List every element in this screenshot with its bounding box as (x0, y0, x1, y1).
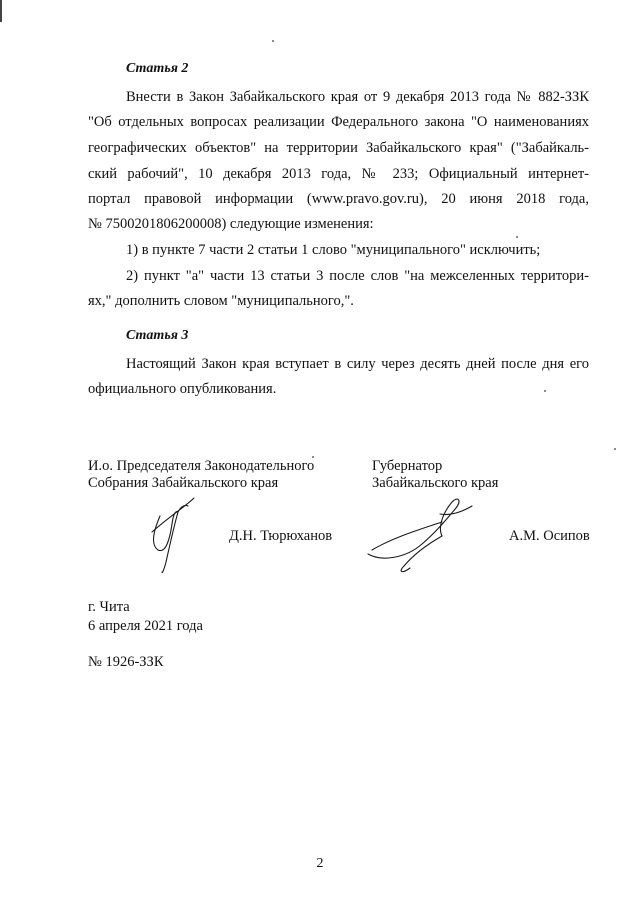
article-2-line: Внести в Закон Забайкальского края от 9 декабря 2013 года № 882-ЗЗК (126, 89, 589, 105)
article-3-line: официального опубликования. (88, 381, 277, 397)
left-signatory-name: Д.Н. Тюрюханов (229, 528, 333, 544)
scan-speck (272, 40, 274, 42)
amendment-item-2-continuation: ях," дополнить словом "муниципального,". (88, 293, 354, 309)
left-signatory-title: Собрания Забайкальского края (88, 475, 279, 491)
scan-speck (544, 390, 546, 392)
signing-city: г. Чита (88, 599, 130, 615)
article-2-line: географических объектов" на территории Забайкальского края" ("Забайкаль- (88, 140, 589, 156)
left-signature-image (140, 486, 216, 578)
article-2-heading: Статья 2 (126, 61, 189, 76)
article-2-line: № 7500201806200008) следующие изменения: (88, 216, 374, 232)
right-signatory-name: А.М. Осипов (509, 528, 590, 544)
amendment-item-1: 1) в пункте 7 части 2 статьи 1 слово "муниципального" исключить; (126, 242, 541, 258)
amendment-item-2: 2) пункт "а" части 13 статьи 3 после слов "на межселенных территори- (126, 268, 589, 284)
right-signature-image (362, 492, 478, 576)
page-number: 2 (316, 856, 324, 871)
law-number: № 1926-ЗЗК (88, 654, 164, 670)
article-2-line: портал правовой информации (www.pravo.gov.ru), 20 июня 2018 года, (88, 191, 589, 207)
article-3-heading: Статья 3 (126, 328, 189, 343)
article-3-line: Настоящий Закон края вступает в силу через десять дней после дня его (126, 356, 589, 372)
signing-date: 6 апреля 2021 года (88, 618, 203, 634)
scan-speck (516, 236, 518, 238)
page-edge-mark (0, 0, 2, 22)
right-signatory-title: Забайкальского края (372, 475, 499, 491)
left-signatory-title: И.о. Председателя Законодательного (88, 458, 315, 474)
article-2-line: ский рабочий", 10 декабря 2013 года, № 233; Официальный интернет- (88, 166, 589, 182)
right-signatory-title: Губернатор (372, 458, 443, 474)
scan-speck (614, 448, 616, 450)
article-2-line: "Об отдельных вопросах реализации Федерального закона "О наименованиях (88, 114, 589, 130)
